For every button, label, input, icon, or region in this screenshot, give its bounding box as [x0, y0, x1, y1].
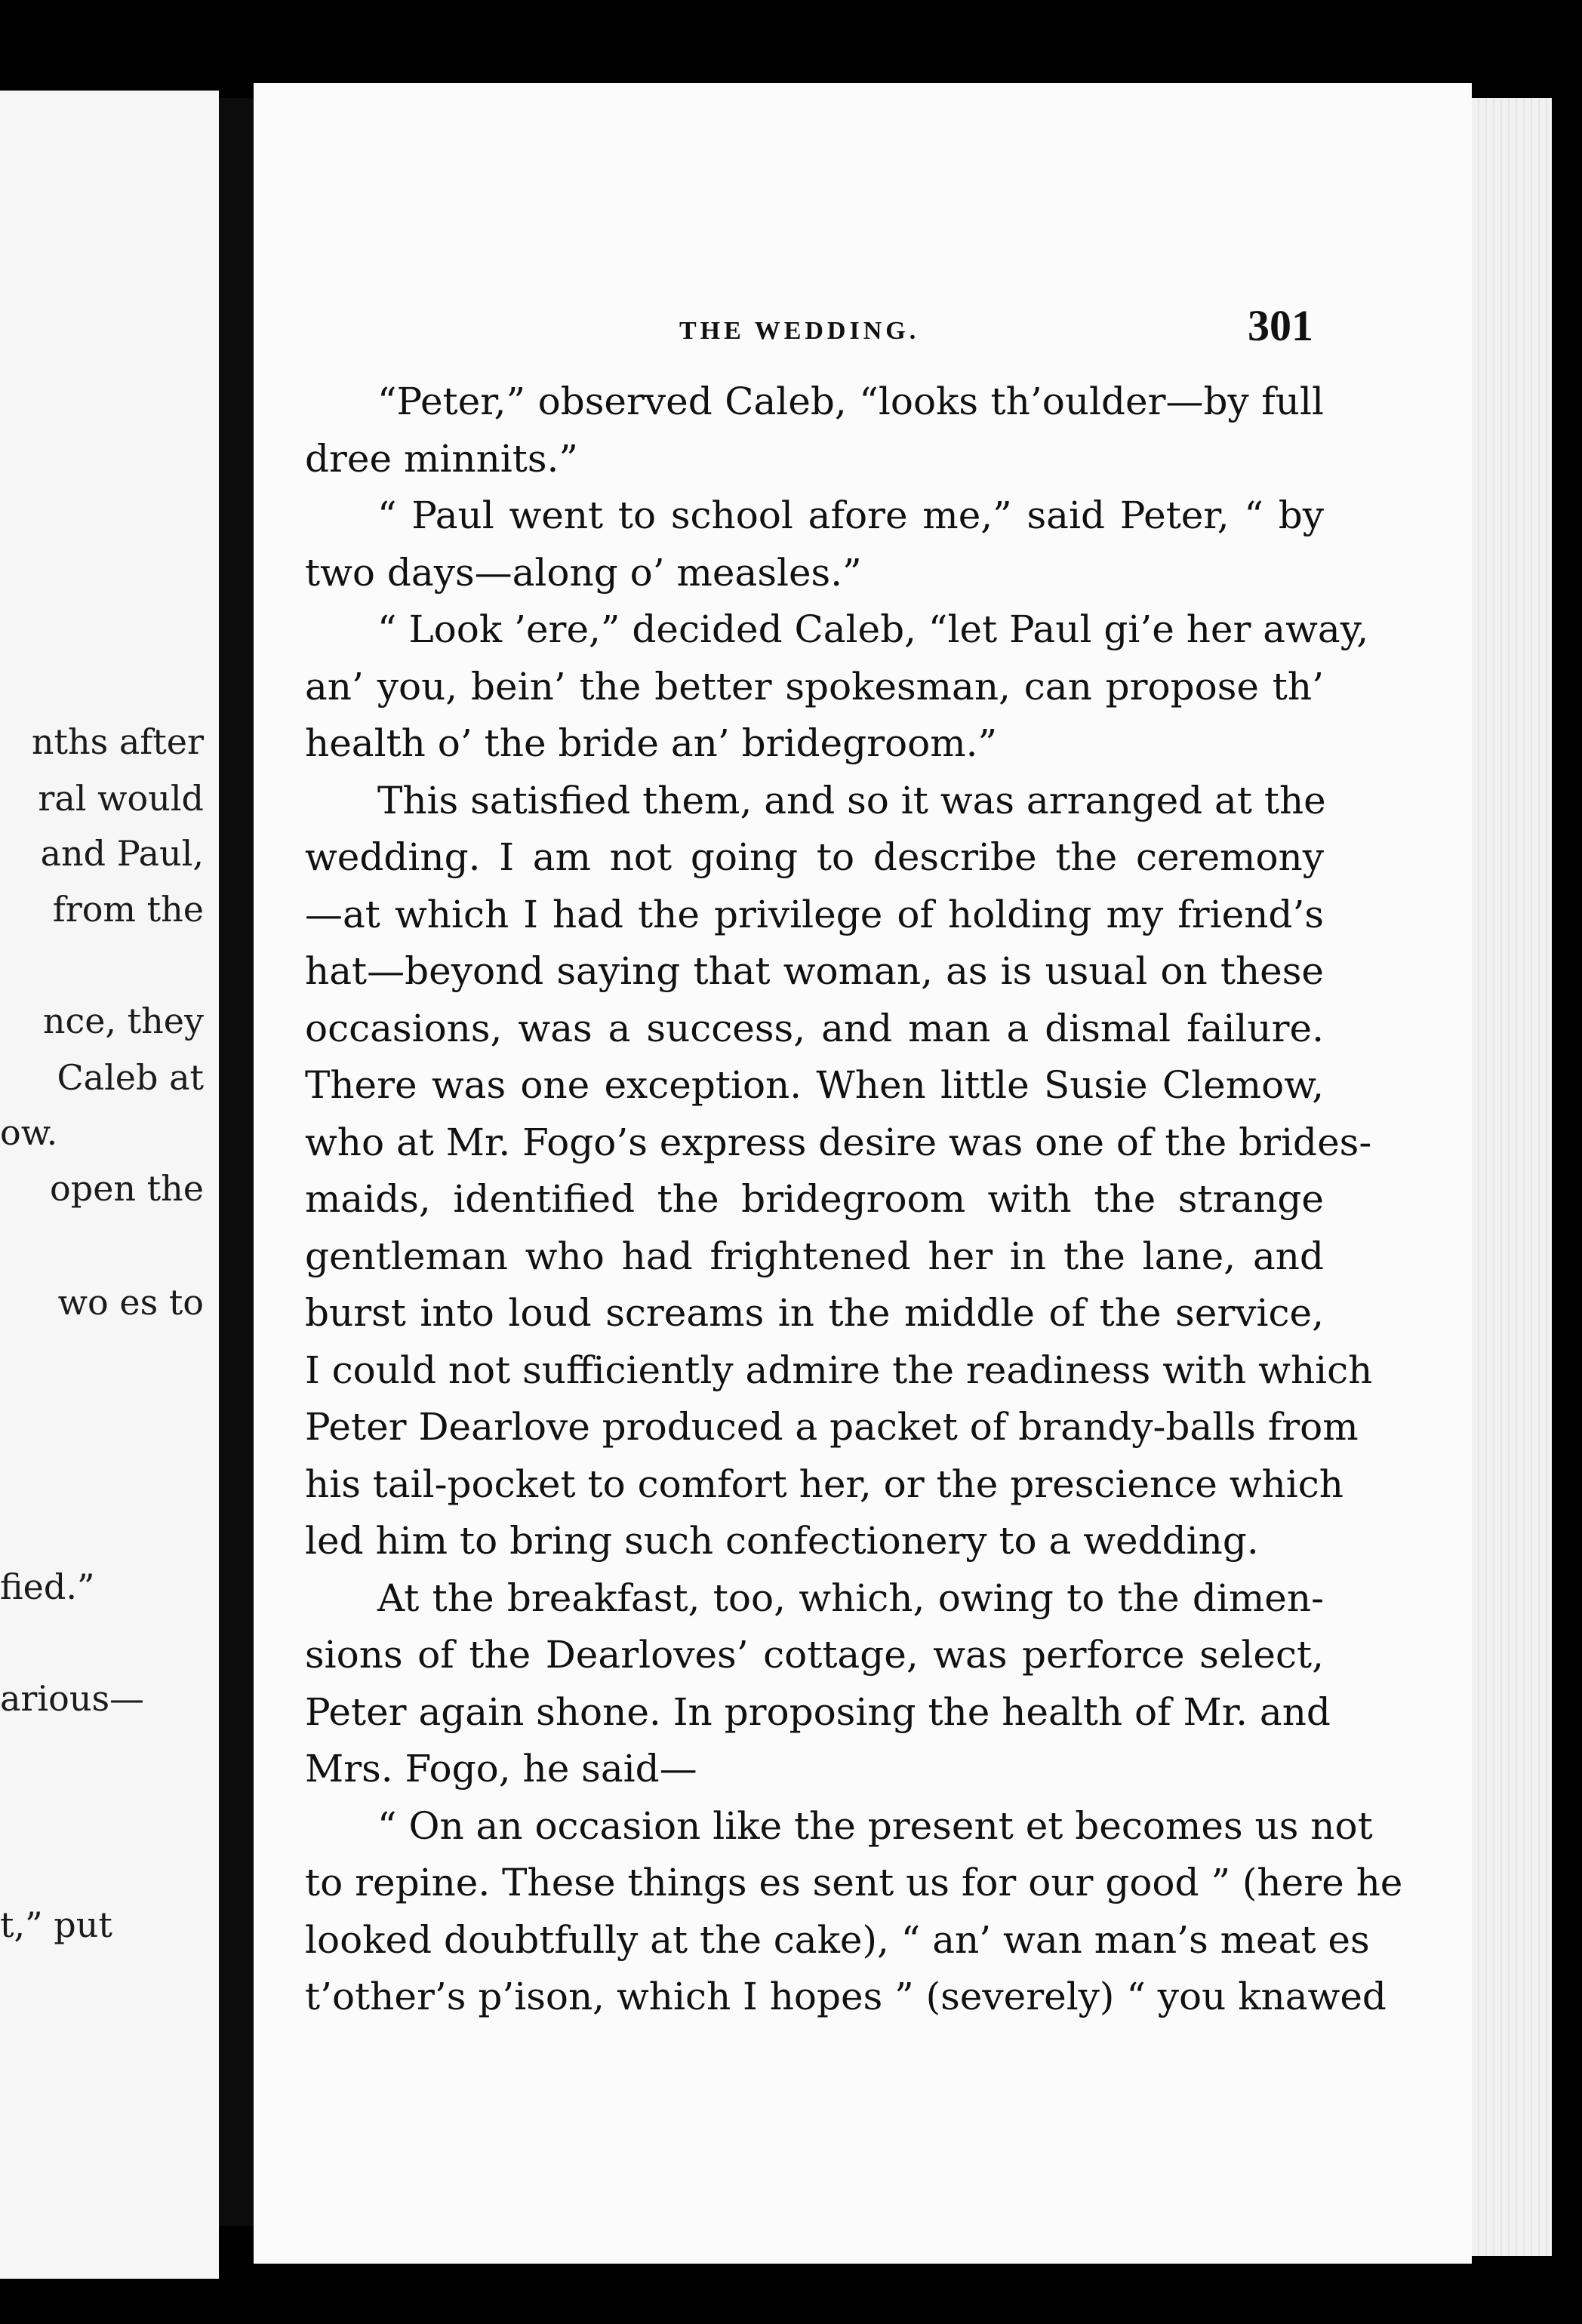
text-line: led him to bring such confectionery to a wedding.	[305, 1519, 1259, 1563]
text-line: “Peter,” observed Caleb, “looks th’oulder—by full	[377, 380, 1324, 423]
text-line: This satisfied them, and so it was arranged at the	[377, 778, 1326, 822]
text-line: dree minnits.”	[305, 436, 578, 481]
left-page-fragment: and Paul,	[40, 833, 204, 874]
left-page-fragment: ow.	[0, 1112, 58, 1153]
text-line: There was one exception. When little Susie Clemow,	[305, 1063, 1324, 1107]
left-facing-page	[0, 91, 219, 2279]
left-page-fragment: arious—	[0, 1678, 145, 1719]
binding-gutter	[219, 98, 254, 2226]
left-page-fragment: fied.”	[0, 1566, 95, 1607]
text-line: Mrs. Fogo, he said—	[305, 1747, 697, 1791]
text-line: to repine. These things es sent us for our good ” (here he	[305, 1861, 1403, 1904]
left-page-fragment: nce, they	[42, 1001, 204, 1041]
text-line: —at which I had the privilege of holding my friend’s	[305, 892, 1324, 936]
body-text	[305, 374, 1403, 2026]
text-line: “ On an occasion like the present et becomes us not	[377, 1803, 1373, 1848]
running-head	[423, 300, 1313, 353]
left-page-fragment: from the	[52, 889, 204, 930]
text-line: burst into loud screams in the middle of the service,	[305, 1291, 1324, 1335]
text-line: t’other’s p’ison, which I hopes ” (severely) “ you knawed	[305, 1975, 1387, 2018]
text-line: maids, identified the bridegroom with the strange	[305, 1177, 1324, 1221]
left-page-fragment: Caleb at	[57, 1057, 204, 1098]
left-page-fragment: open the	[50, 1168, 204, 1209]
left-page-fragment: ral would	[38, 778, 204, 819]
text-line: two days—along o’ measles.”	[305, 550, 862, 595]
left-page-fragment: t,” put	[0, 1904, 112, 1945]
text-line: “ Paul went to school afore me,” said Peter, “ by	[377, 493, 1324, 537]
text-line: his tail-pocket to comfort her, or the prescience which	[305, 1462, 1343, 1506]
text-line: gentleman who had frightened her in the lane, and	[305, 1234, 1324, 1278]
text-line: an’ you, bein’ the better spokesman, can propose th’	[305, 664, 1324, 709]
chapter-title: THE WEDDING.	[679, 317, 920, 345]
text-line: who at Mr. Fogo’s express desire was one of the brides-	[305, 1120, 1372, 1164]
page-number: 301	[1248, 301, 1313, 350]
text-line: wedding. I am not going to describe the ceremony	[305, 835, 1324, 879]
text-line: occasions, was a success, and man a dismal failure.	[305, 1006, 1324, 1050]
text-line: Peter Dearlove produced a packet of brandy-balls from	[305, 1405, 1359, 1449]
text-line: health o’ the bride an’ bridegroom.”	[305, 721, 998, 765]
text-line: hat—beyond saying that woman, as is usual on these	[305, 949, 1324, 993]
text-line: I could not sufficiently admire the readiness with which	[305, 1348, 1373, 1392]
text-line: “ Look ’ere,” decided Caleb, “let Paul gi’e her away,	[377, 607, 1369, 651]
left-page-fragment: wo es to	[57, 1282, 204, 1323]
text-line: Peter again shone. In proposing the health of Mr. and	[305, 1689, 1331, 1734]
text-line: looked doubtfully at the cake), “ an’ wan man’s meat es	[305, 1917, 1370, 1962]
left-page-fragment: nths after	[31, 721, 204, 762]
page-edges	[1472, 98, 1552, 2256]
text-line: sions of the Dearloves’ cottage, was perforce select,	[305, 1633, 1324, 1677]
text-line: At the breakfast, too, which, owing to the dimen-	[377, 1575, 1324, 1620]
